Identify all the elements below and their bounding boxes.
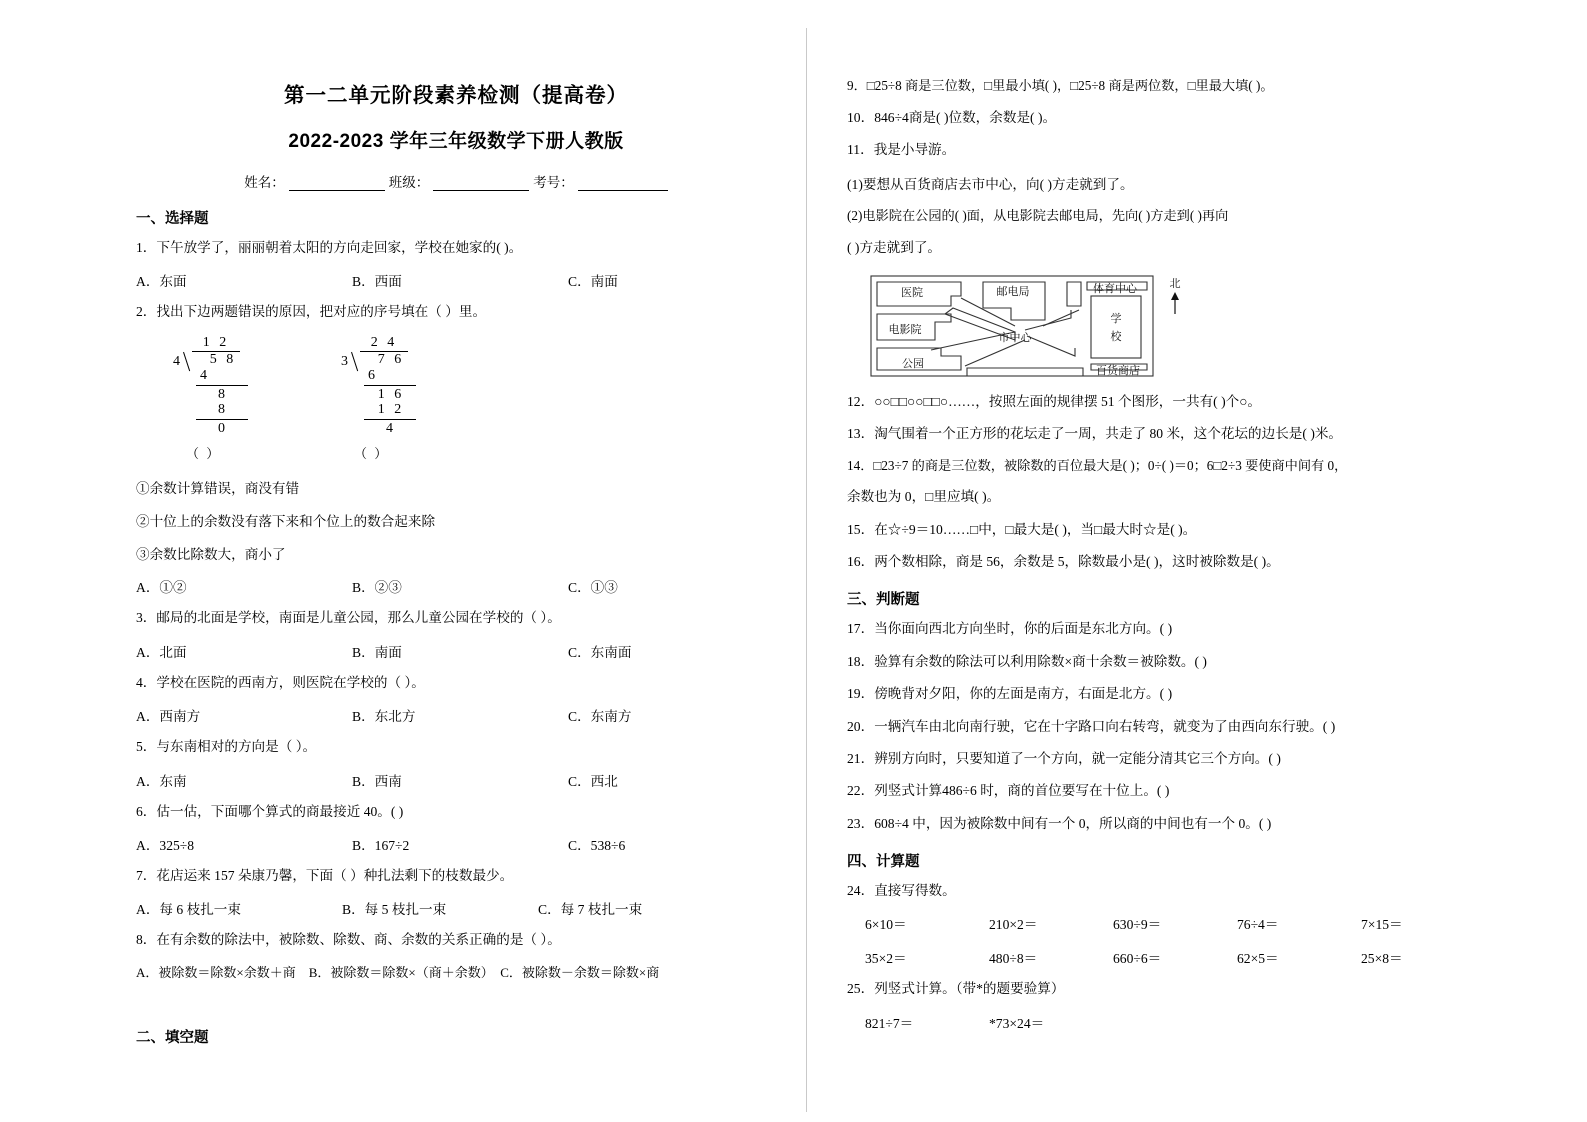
oral-calc-item[interactable]: 630÷9＝ [1113,917,1162,933]
vertical-calc-item[interactable]: *73×24＝ [989,1015,1045,1031]
oral-calc-item[interactable]: 660÷6＝ [1113,951,1162,967]
long-division-2-answer-blank[interactable]: （ ） [354,445,390,461]
question-13 [847,424,1521,444]
division-bracket-icon [348,352,360,372]
question-8 [136,930,776,950]
map-label-hospital: 医院 [901,286,923,299]
question-25-text: 列竖式计算。（带*的题要验算） [874,981,1065,997]
question-19-text[interactable]: 傍晚背对夕阳，你的左面是南方，右面是北方。( ) [874,686,1173,702]
long-division-1-quotient: 1 2 [192,335,240,353]
long-division-1-answer-blank[interactable]: （ ） [186,445,222,461]
question-6-option-b[interactable]: B．167÷2 [352,837,410,853]
question-11-sub-2-cont[interactable]: ( )方走就到了。 [847,239,942,255]
question-7-text: 花店运来 157 朵康乃馨，下面（ ）种扎法剩下的枝数最少。 [156,867,514,883]
exam-number-field[interactable] [578,177,668,191]
question-2-statement-3: ③余数比除数大，商小了 [136,547,286,563]
question-2-option-c[interactable]: C．①③ [568,580,618,596]
question-7-number: 7． [136,867,157,883]
question-24-text: 直接写得数。 [874,883,956,899]
question-18-number: 18． [847,653,875,669]
map-label-school-char1: 学 [1110,312,1122,325]
question-9-text[interactable]: □25÷8 商是三位数，□里最小填( )，□25÷8 商是两位数，□里最大填( )。 [866,78,1274,93]
question-17 [847,619,1521,639]
north-arrow-icon [1171,292,1179,314]
question-11 [847,140,1521,160]
question-7-options [136,898,776,918]
rule-line [196,385,248,386]
question-13-number: 13． [847,425,875,441]
question-10-text[interactable]: 846÷4商是( )位数，余数是( )。 [874,109,1057,125]
question-18 [847,652,1521,672]
map-label-sports-center: 体育中心 [1093,282,1137,295]
question-21-text[interactable]: 辨别方向时，只要知道了一个方向，就一定能分清其它三个方向。( ) [874,750,1281,766]
long-division-figures [158,335,776,462]
question-7-option-a[interactable]: A．每 6 枝扎一束 [136,902,241,918]
question-3-number: 3． [136,610,157,626]
question-16-text[interactable]: 两个数相除，商是 56，余数是 5，除数最小是( )，这时被除数是( )。 [874,553,1280,569]
division-bracket-icon [180,352,192,372]
map-label-department-store: 百货商店 [1096,364,1140,377]
name-label: 姓名： [244,175,285,190]
question-22 [847,781,1521,801]
question-14-cont[interactable]: 余数也为 0，□里应填( )。 [847,489,1001,505]
question-7-option-b[interactable]: B．每 5 枝扎一束 [342,902,447,918]
oral-calc-item[interactable]: 76÷4＝ [1237,917,1279,933]
question-12-text[interactable]: ○○□□○○□□○……，按照左面的规律摆 51 个图形，一共有( )个○。 [874,393,1262,409]
long-division-2-quotient: 2 4 [360,335,408,353]
city-map-figure [865,270,1195,380]
question-4-text: 学校在医院的西南方，则医院在学校的（ ）。 [156,674,425,690]
oral-calc-item[interactable]: 6×10＝ [865,917,907,933]
vertical-calc-item[interactable]: 821÷7＝ [865,1015,914,1031]
exam-number-label: 考号： [533,175,574,190]
question-4-option-c[interactable]: C．东南方 [568,709,632,725]
question-4 [136,673,776,693]
rule-line [364,419,416,420]
vertical-calc-row [847,1012,1521,1032]
city-map-svg [865,270,1195,382]
question-5-option-b[interactable]: B．西南 [352,773,402,789]
class-field[interactable] [433,177,529,191]
question-5-number: 5． [136,739,157,755]
question-8-options[interactable]: A．被除数＝除数×余数＋商 B．被除数＝除数×（商＋余数） C．被除数－余数＝除数×商 [136,964,660,980]
long-division-1-divisor: 4 [173,354,180,370]
question-14-number: 14． [847,458,874,474]
oral-calc-item[interactable]: 35×2＝ [865,951,907,967]
long-division-2 [326,335,446,462]
question-14 [847,456,1521,476]
question-6-options [136,834,776,854]
question-5-option-c[interactable]: C．西北 [568,773,618,789]
oral-calc-row-2 [847,947,1521,967]
question-6 [136,802,776,822]
question-23 [847,814,1521,834]
rule-line [196,419,248,420]
question-1-option-b[interactable]: B．西面 [352,274,402,290]
section-heading-fill: 二、填空题 [136,1030,209,1047]
long-division-1-remainder: 0 [218,421,228,437]
long-division-2-bring: 1 6 [377,386,405,402]
question-1-text: 下午放学了，丽丽朝着太阳的方向走回家，学校在她家的( )。 [156,240,523,255]
oral-calc-item[interactable]: 7×15＝ [1361,917,1403,933]
question-15-number: 15． [847,521,875,537]
question-16 [847,552,1521,572]
question-3-option-b[interactable]: B．南面 [352,644,402,660]
question-6-option-a[interactable]: A．325÷8 [136,837,195,853]
question-18-text[interactable]: 验算有余数的除法可以利用除数×商十余数＝被除数。( ) [874,653,1207,669]
question-12 [847,392,1521,412]
question-4-option-b[interactable]: B．东北方 [352,709,416,725]
oral-calc-row-1 [847,913,1521,933]
question-2-option-b[interactable]: B．②③ [352,580,402,596]
long-division-1 [158,335,278,462]
class-label: 班级： [388,175,430,190]
question-7 [136,866,776,886]
question-11-number: 11． [847,142,874,158]
question-2-number: 2． [136,304,157,320]
question-11-text: 我是小导游。 [873,142,956,158]
question-5 [136,737,776,757]
question-24 [847,881,1521,901]
question-4-options [136,705,776,725]
question-20-text[interactable]: 一辆汽车由北向南行驶，它在十字路口向右转弯，就变为了由西向东行驶。( ) [874,718,1336,734]
name-field[interactable] [289,177,385,191]
question-2-options [136,576,776,596]
long-division-1-step2: 8 [218,402,228,418]
long-division-1-bring: 8 [218,386,228,402]
question-9-number: 9． [847,78,867,93]
question-19-number: 19． [847,686,875,702]
long-division-2-dividend: 7 6 [377,352,405,368]
long-division-2-divisor: 3 [341,354,348,370]
question-8-number: 8． [136,932,157,948]
question-1 [136,238,776,258]
section-heading-judge: 三、判断题 [847,592,920,609]
question-7-option-c[interactable]: C．每 7 枝扎一束 [538,902,643,918]
question-10 [847,108,1521,128]
map-label-park: 公园 [902,357,924,370]
oral-calc-item[interactable]: 480÷8＝ [989,951,1038,967]
question-23-text[interactable]: 608÷4 中，因为被除数中间有一个 0，所以商的中间也有一个 0。( ) [874,815,1272,831]
question-2-statement-2: ②十位上的余数没有落下来和个位上的数合起来除 [136,514,436,530]
question-1-options [136,270,776,290]
page-subtitle: 2022-2023 学年三年级数学下册人教版 [288,131,624,152]
question-25 [847,979,1521,999]
question-3-options [136,641,776,661]
right-column [806,28,1541,1112]
question-1-option-c[interactable]: C．南面 [568,274,618,290]
map-label-school-char2: 校 [1110,330,1122,343]
question-10-number: 10． [847,109,875,125]
question-6-option-c[interactable]: C．538÷6 [568,837,626,853]
question-2-statement-1: ①余数计算错误，商没有错 [136,481,300,497]
page-title: 第一二单元阶段素养检测（提高卷） [284,84,628,107]
long-division-2-step1: 6 [368,368,378,384]
question-4-number: 4． [136,674,157,690]
question-9 [847,76,1521,96]
question-2-option-a[interactable]: A．①② [136,580,187,596]
question-12-number: 12． [847,393,875,409]
question-11-sub-2[interactable]: (2)电影院在公园的( )面，从电影院去邮电局，先向( )方走到( )再向 [847,207,1229,223]
question-2-text: 找出下边两题错误的原因，把对应的序号填在（ ）里。 [156,304,487,320]
question-4-option-a[interactable]: A．西南方 [136,709,201,725]
oral-calc-item[interactable]: 210×2＝ [989,917,1038,933]
question-5-options [136,770,776,790]
section-heading-calc: 四、计算题 [847,854,920,871]
question-6-number: 6． [136,803,157,819]
question-15 [847,520,1521,540]
rule-line [364,385,416,386]
question-20 [847,717,1521,737]
question-25-number: 25． [847,981,875,997]
question-11-sub-1[interactable]: (1)要想从百货商店去市中心，向( )方走就到了。 [847,176,1134,192]
question-20-number: 20． [847,718,875,734]
question-21 [847,749,1521,769]
question-1-option-a[interactable]: A．东面 [136,274,187,290]
map-label-north: 北 [1169,277,1181,290]
question-14-text[interactable]: □23÷7 的商是三位数，被除数的百位最大是( )；0÷( )＝0；6□2÷3 要使商中间有 0， [873,458,1348,474]
long-division-1-step1: 4 [200,368,210,384]
question-3-option-a[interactable]: A．北面 [136,644,187,660]
question-21-number: 21． [847,750,875,766]
section-heading-choice: 一、选择题 [136,211,209,227]
question-22-text[interactable]: 列竖式计算486÷6 时，商的首位要写在十位上。( ) [874,783,1170,799]
question-3-text: 邮局的北面是学校，南面是儿童公园，那么儿童公园在学校的（ ）。 [156,610,561,626]
map-label-post-office: 邮电局 [996,285,1030,298]
question-17-text[interactable]: 当你面向西北方向坐时，你的后面是东北方向。( ) [874,621,1173,637]
question-3-option-c[interactable]: C．东南面 [568,644,632,660]
question-6-text: 估一估，下面哪个算式的商最接近 40。( ) [156,803,404,819]
map-label-city-center: 市中心 [998,331,1032,344]
question-24-number: 24． [847,883,875,899]
long-division-1-dividend: 5 8 [209,352,237,368]
left-column [46,28,806,1112]
long-division-2-step2: 1 2 [377,402,405,418]
oral-calc-item[interactable]: 25×8＝ [1361,951,1403,967]
question-23-number: 23． [847,815,875,831]
question-17-number: 17． [847,621,875,637]
student-info-line [136,171,776,191]
question-3 [136,608,776,628]
question-22-number: 22． [847,783,875,799]
long-division-2-remainder: 4 [386,421,396,437]
map-label-cinema: 电影院 [888,323,922,336]
question-5-option-a[interactable]: A．东南 [136,773,187,789]
question-13-text[interactable]: 淘气围着一个正方形的花坛走了一周，共走了 80 米，这个花坛的边长是( )米。 [874,425,1343,441]
question-5-text: 与东南相对的方向是（ ）。 [156,739,317,755]
question-8-text: 在有余数的除法中，被除数、除数、商、余数的关系正确的是（ ）。 [156,932,561,948]
question-16-number: 16． [847,553,875,569]
question-2 [136,302,776,322]
question-15-text[interactable]: 在☆÷9＝10……□中，□最大是( )，当□最大时☆是( )。 [874,521,1197,537]
oral-calc-item[interactable]: 62×5＝ [1237,951,1279,967]
question-1-number: 1． [136,240,157,255]
question-19 [847,684,1521,704]
